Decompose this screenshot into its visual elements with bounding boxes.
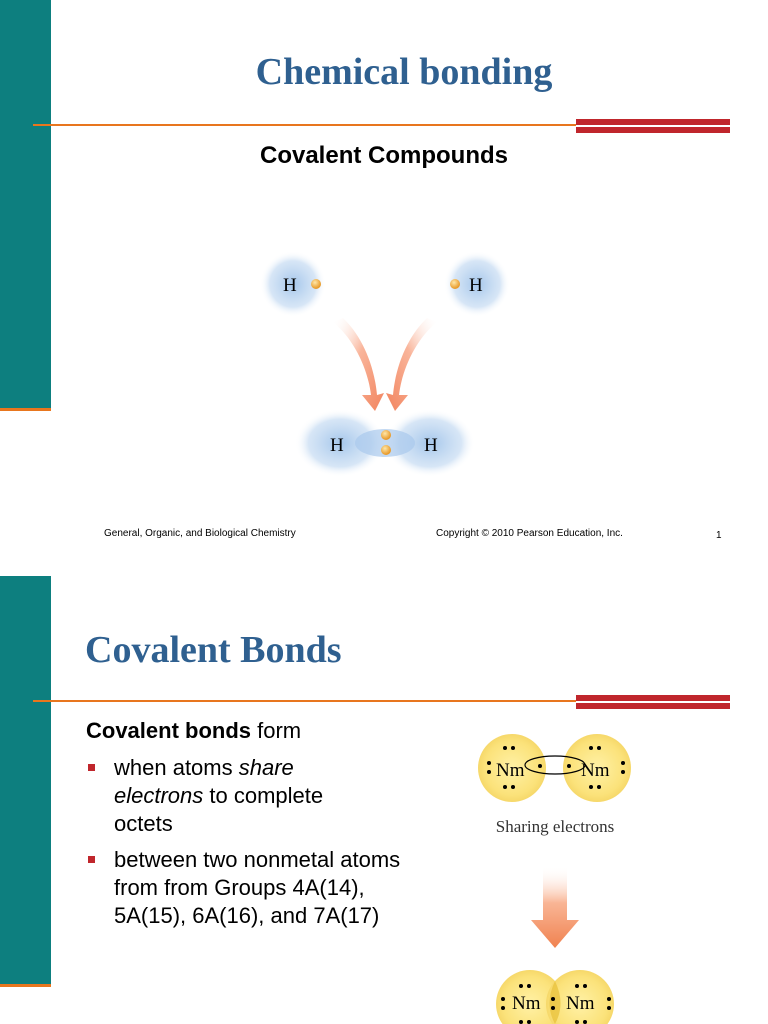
h2-molecule <box>295 409 475 477</box>
electron-dot <box>311 279 321 289</box>
bullet-text: when atoms <box>114 755 239 780</box>
bullet-text: between two nonmetal atoms from from Groups 4A(14), 5A(15), 6A(16), and 7A(17) <box>114 847 401 928</box>
shared-electron-dot <box>381 445 391 455</box>
atom-label-nm-bonded-left: Nm <box>512 993 541 1014</box>
atom-label-h-right: H <box>469 275 483 296</box>
slide-gap <box>0 560 768 576</box>
footer-page-number: 1 <box>716 530 722 541</box>
atom-label-h-left: H <box>283 275 297 296</box>
atom-label-nm-bonded-right: Nm <box>566 993 595 1014</box>
footer-copyright: Copyright © 2010 Pearson Education, Inc. <box>436 528 623 539</box>
slide-subtitle: Covalent Compounds <box>259 142 508 169</box>
electron-dot <box>450 279 460 289</box>
arrow-left-icon <box>333 318 384 411</box>
bullet-emphasis: share electrons <box>114 755 294 808</box>
bullet-text: to complete octets <box>114 783 324 836</box>
down-arrow-icon <box>531 866 579 948</box>
arrow-right-icon <box>386 318 437 411</box>
slide-title: Chemical bonding <box>255 51 553 93</box>
atom-label-h-bonded-right: H <box>424 435 438 456</box>
atom-label-h-bonded-left: H <box>330 435 344 456</box>
intro-rest: form <box>251 718 302 743</box>
diagram-caption: Sharing electrons <box>495 817 615 836</box>
slide-title: Covalent Bonds <box>85 629 342 671</box>
nm-sharing-diagram <box>0 576 768 1024</box>
atom-label-nm-right: Nm <box>581 760 610 781</box>
shared-electron-dot <box>381 430 391 440</box>
intro-term: Covalent bonds <box>86 718 252 743</box>
footer-book-title: General, Organic, and Biological Chemistry <box>104 528 296 539</box>
atom-label-nm-left: Nm <box>496 760 525 781</box>
slide-2 <box>0 576 768 1024</box>
